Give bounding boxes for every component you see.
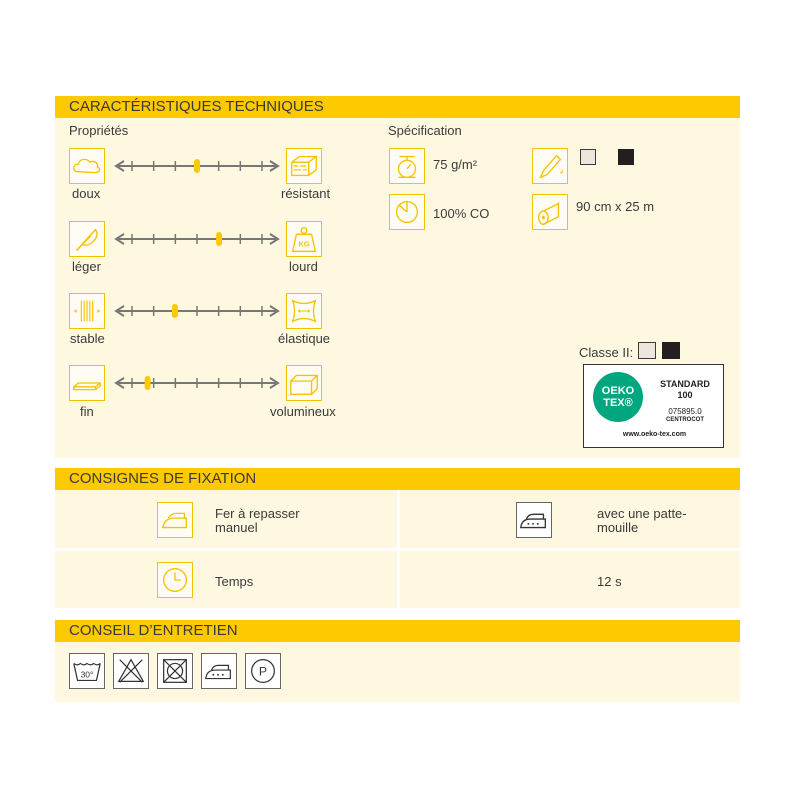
fabric-roll-icon xyxy=(532,194,568,230)
thick-block-icon xyxy=(286,365,322,401)
stable-threads-icon xyxy=(69,293,105,329)
svg-text:KG: KG xyxy=(298,239,310,249)
feather-icon xyxy=(69,221,105,257)
scale-level-marker xyxy=(194,159,200,173)
hand-iron-icon xyxy=(157,502,193,538)
thin-board-icon xyxy=(69,365,105,401)
prop-left-2: léger xyxy=(72,259,101,274)
spec-composition: 100% CO xyxy=(433,206,490,221)
section-header-fixation: CONSIGNES DE FIXATION xyxy=(55,468,740,490)
no-tumble-dry-icon xyxy=(157,653,193,689)
specification-label: Spécification xyxy=(388,123,462,138)
prop-right-1: résistant xyxy=(281,186,331,201)
section-header-care: CONSEIL D’ENTRETIEN xyxy=(55,620,740,642)
fixation-time-label: Temps xyxy=(215,574,254,589)
oeko-brand-line1: OEKO xyxy=(601,385,635,397)
oeko-number: 100 xyxy=(677,390,693,400)
composition-pie-icon xyxy=(389,194,425,230)
elastic-icon xyxy=(286,293,322,329)
no-bleach-icon xyxy=(113,653,149,689)
dry-clean-letter: P xyxy=(258,664,268,679)
classe-swatch-dark xyxy=(662,342,680,359)
color-swatch-dark xyxy=(618,149,634,165)
brick-icon xyxy=(286,148,322,184)
prop-left-1: doux xyxy=(72,186,101,201)
wash-temp-text: 30° xyxy=(80,669,94,680)
fixation-cell-4 xyxy=(400,551,740,608)
wash-30-icon xyxy=(69,653,105,689)
scale-4 xyxy=(113,375,281,391)
prop-right-4: volumineux xyxy=(270,404,336,419)
fixation-iron-label: Fer à repasser manuel xyxy=(215,506,300,535)
fixation-cell-2 xyxy=(400,490,740,548)
pen-icon xyxy=(532,148,568,184)
scale-2 xyxy=(113,231,281,247)
fixation-time-value: 12 s xyxy=(597,574,622,589)
prop-right-3: élastique xyxy=(278,331,331,346)
properties-label: Propriétés xyxy=(69,123,129,138)
scale-level-marker xyxy=(145,376,151,390)
weight-kg-icon xyxy=(286,221,322,257)
scale-level-marker xyxy=(172,304,178,318)
clock-icon xyxy=(157,562,193,598)
color-swatch-light xyxy=(580,149,596,165)
scale-3 xyxy=(113,303,281,319)
scale-weight-icon xyxy=(389,148,425,184)
prop-right-2: lourd xyxy=(289,259,318,274)
oeko-standard: STANDARD xyxy=(660,379,710,389)
scale-level-marker xyxy=(216,232,222,246)
section-header-tech: CARACTÉRISTIQUES TECHNIQUES xyxy=(55,96,740,118)
iron-high-icon xyxy=(201,653,237,689)
spec-size: 90 cm x 25 m xyxy=(576,199,655,214)
classe-swatch-light xyxy=(638,342,656,359)
classe-label: Classe II: xyxy=(579,345,634,360)
press-cloth-icon xyxy=(516,502,552,538)
oeko-url: www.oeko-tex.com xyxy=(622,431,687,438)
spec-weight: 75 g/m² xyxy=(433,157,478,172)
oeko-tex-label xyxy=(583,364,724,448)
cloud-icon xyxy=(69,148,105,184)
scale-1 xyxy=(113,158,281,174)
prop-left-3: stable xyxy=(70,331,105,346)
fixation-cloth-label: avec une patte- mouille xyxy=(597,506,687,535)
oeko-institute: CENTROCOT xyxy=(666,417,704,423)
dry-clean-p-icon xyxy=(245,653,281,689)
prop-left-4: fin xyxy=(80,404,94,419)
oeko-brand-line2: TEX® xyxy=(603,397,633,409)
oeko-code: 075895.0 xyxy=(668,407,702,416)
